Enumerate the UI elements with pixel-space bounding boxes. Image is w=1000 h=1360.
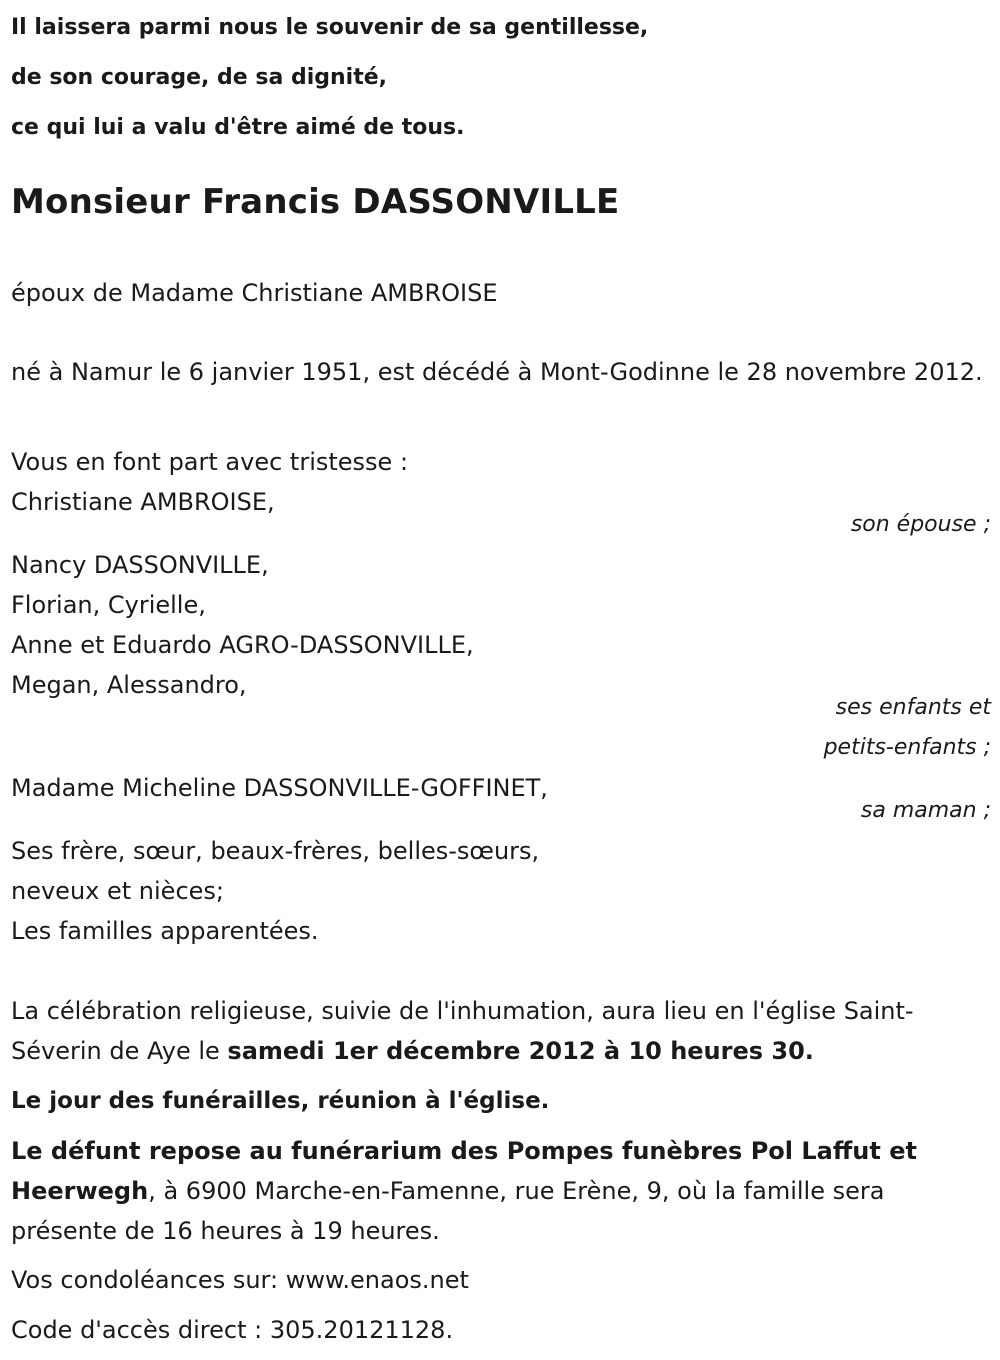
family-member: Florian, Cyrielle, <box>11 591 206 619</box>
access-code-line: Code d'accès direct : 305.20121128. <box>11 1316 454 1344</box>
family-spouse-role: son épouse ; <box>850 512 991 537</box>
condolences-line: Vos condoléances sur: www.enaos.net <box>11 1266 469 1294</box>
meeting-note: Le jour des funérailles, réunion à l'église. <box>11 1088 550 1114</box>
epitaph <box>11 3 991 153</box>
spouse-line: époux de Madame Christiane AMBROISE <box>11 279 498 307</box>
ceremony-text: La célébration religieuse, suivie de l'inhumation, aura lieu en l'église Saint-Séverin de Aye le <box>11 997 914 1065</box>
family-mother-role: sa maman ; <box>860 798 991 823</box>
family-others-line: Ses frère, sœur, beaux-frères, belles-sœurs, <box>11 837 540 865</box>
family-others <box>11 831 991 951</box>
epitaph-line: Il laissera parmi nous le souvenir de sa gentillesse, <box>11 15 649 40</box>
announcement-intro: Vous en font part avec tristesse : <box>11 448 409 476</box>
family-children <box>11 545 991 705</box>
family-mother-name: Madame Micheline DASSONVILLE-GOFFINET, <box>11 774 548 802</box>
family-member: Nancy DASSONVILLE, <box>11 551 269 579</box>
family-others-line: Les familles apparentées. <box>11 917 319 945</box>
deceased-name: Monsieur Francis DASSONVILLE <box>11 182 620 222</box>
epitaph-line: ce qui lui a valu d'être aimé de tous. <box>11 115 465 140</box>
epitaph-line: de son courage, de sa dignité, <box>11 65 388 90</box>
family-member: Megan, Alessandro, <box>11 671 247 699</box>
family-member: Anne et Eduardo AGRO-DASSONVILLE, <box>11 631 474 659</box>
family-children-role-1: ses enfants et <box>835 695 991 720</box>
family-children-role-2: petits-enfants ; <box>823 735 991 760</box>
family-spouse-name: Christiane AMBROISE, <box>11 488 275 516</box>
ceremony-paragraph <box>11 991 991 1071</box>
birth-death-line: né à Namur le 6 janvier 1951, est décédé à Mont-Godinne le 28 novembre 2012. <box>11 358 983 386</box>
funeral-home-name: Le défunt repose au funérarium des Pompes funèbres Pol Laffut et Heerwegh <box>11 1137 917 1205</box>
family-others-line: neveux et nièces; <box>11 877 224 905</box>
funeral-home-paragraph <box>11 1131 991 1251</box>
funeral-home-details: , à 6900 Marche-en-Famenne, rue Erène, 9, où la famille sera présente de 16 heures à 19 heures. <box>11 1177 885 1245</box>
ceremony-date: samedi 1er décembre 2012 à 10 heures 30. <box>227 1037 814 1065</box>
